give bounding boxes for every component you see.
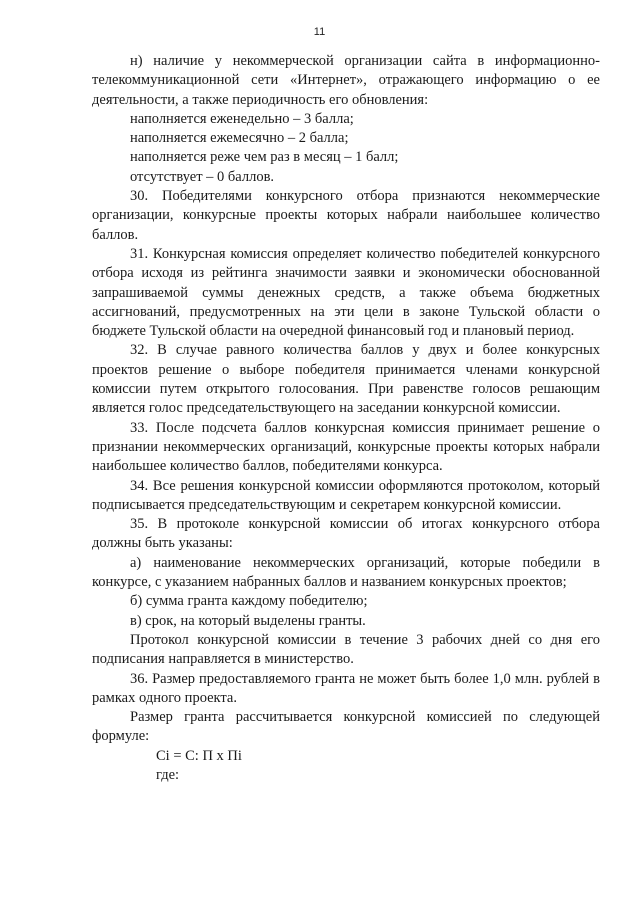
score-monthly: наполняется ежемесячно – 2 балла;: [130, 130, 349, 147]
paragraph-35-b: б) сумма гранта каждому победителю;: [130, 593, 368, 610]
paragraph-34: 34. Все решения конкурсной комиссии оформляются протоколом, который подписывается председательствующим и секретарем конкурсной комиссии.: [92, 477, 600, 513]
paragraph-32: 32. В случае равного количества баллов у двух и более конкурсных проектов решение о выборе победителя принимается членами конкурсной комиссии путем открытого голосования. При равенстве голосов решающим является голос председательствующего на заседании конкурсной комиссии.: [92, 342, 600, 417]
formula-where-label: где:: [156, 766, 180, 783]
grant-formula: Ci = С: П х Пi: [156, 747, 242, 764]
paragraph-35-v: в) срок, на который выделены гранты.: [130, 612, 366, 629]
paragraph-35-a: а) наименование некоммерческих организаций, которые победили в конкурсе, с указанием набранных баллов и названием конкурсных проектов;: [92, 554, 600, 591]
paragraph-33: 33. После подсчета баллов конкурсная комиссия принимает решение о признании некоммерческих организаций, конкурсные проекты которых набрали наибольшее количество баллов, победителями конкурса.: [92, 419, 600, 475]
paragraph-n-website: н) наличие у некоммерческой организации сайта в информационно-телекоммуникационной сети «Интернет», отражающего информацию о ее деятельности, а также периодичность его обновления:: [92, 53, 600, 108]
score-less-than-monthly: наполняется реже чем раз в месяц – 1 балл;: [130, 149, 399, 166]
page-number: 11: [313, 26, 326, 38]
score-absent: отсутствует – 0 баллов.: [130, 168, 275, 185]
paragraph-36: 36. Размер предоставляемого гранта не может быть более 1,0 млн. рублей в рамках одного проекта.: [92, 670, 600, 706]
paragraph-grant-formula-intro: Размер гранта рассчитывается конкурсной комиссией по следующей формуле:: [92, 709, 600, 745]
paragraph-31: 31. Конкурсная комиссия определяет количество победителей конкурсного отбора исходя из рейтинга значимости заявки и экономически обоснованной запрашиваемой суммы денежных средств, а также объема бюджетных ассигнований, предусмотренных на эти цели в законе Тульской области о бюджете Тульской области на очередной финансовый год и плановый период.: [92, 245, 600, 340]
score-weekly: наполняется еженедельно – 3 балла;: [130, 110, 354, 127]
paragraph-30: 30. Победителями конкурсного отбора признаются некоммерческие организации, конкурсные проекты которых набрали наибольшее количество баллов.: [92, 188, 600, 243]
paragraph-35: 35. В протоколе конкурсной комиссии об итогах конкурсного отбора должны быть указаны:: [92, 516, 600, 552]
document-body: [92, 52, 600, 785]
paragraph-protocol: Протокол конкурсной комиссии в течение 3 рабочих дней со дня его подписания направляется в министерство.: [92, 631, 600, 668]
